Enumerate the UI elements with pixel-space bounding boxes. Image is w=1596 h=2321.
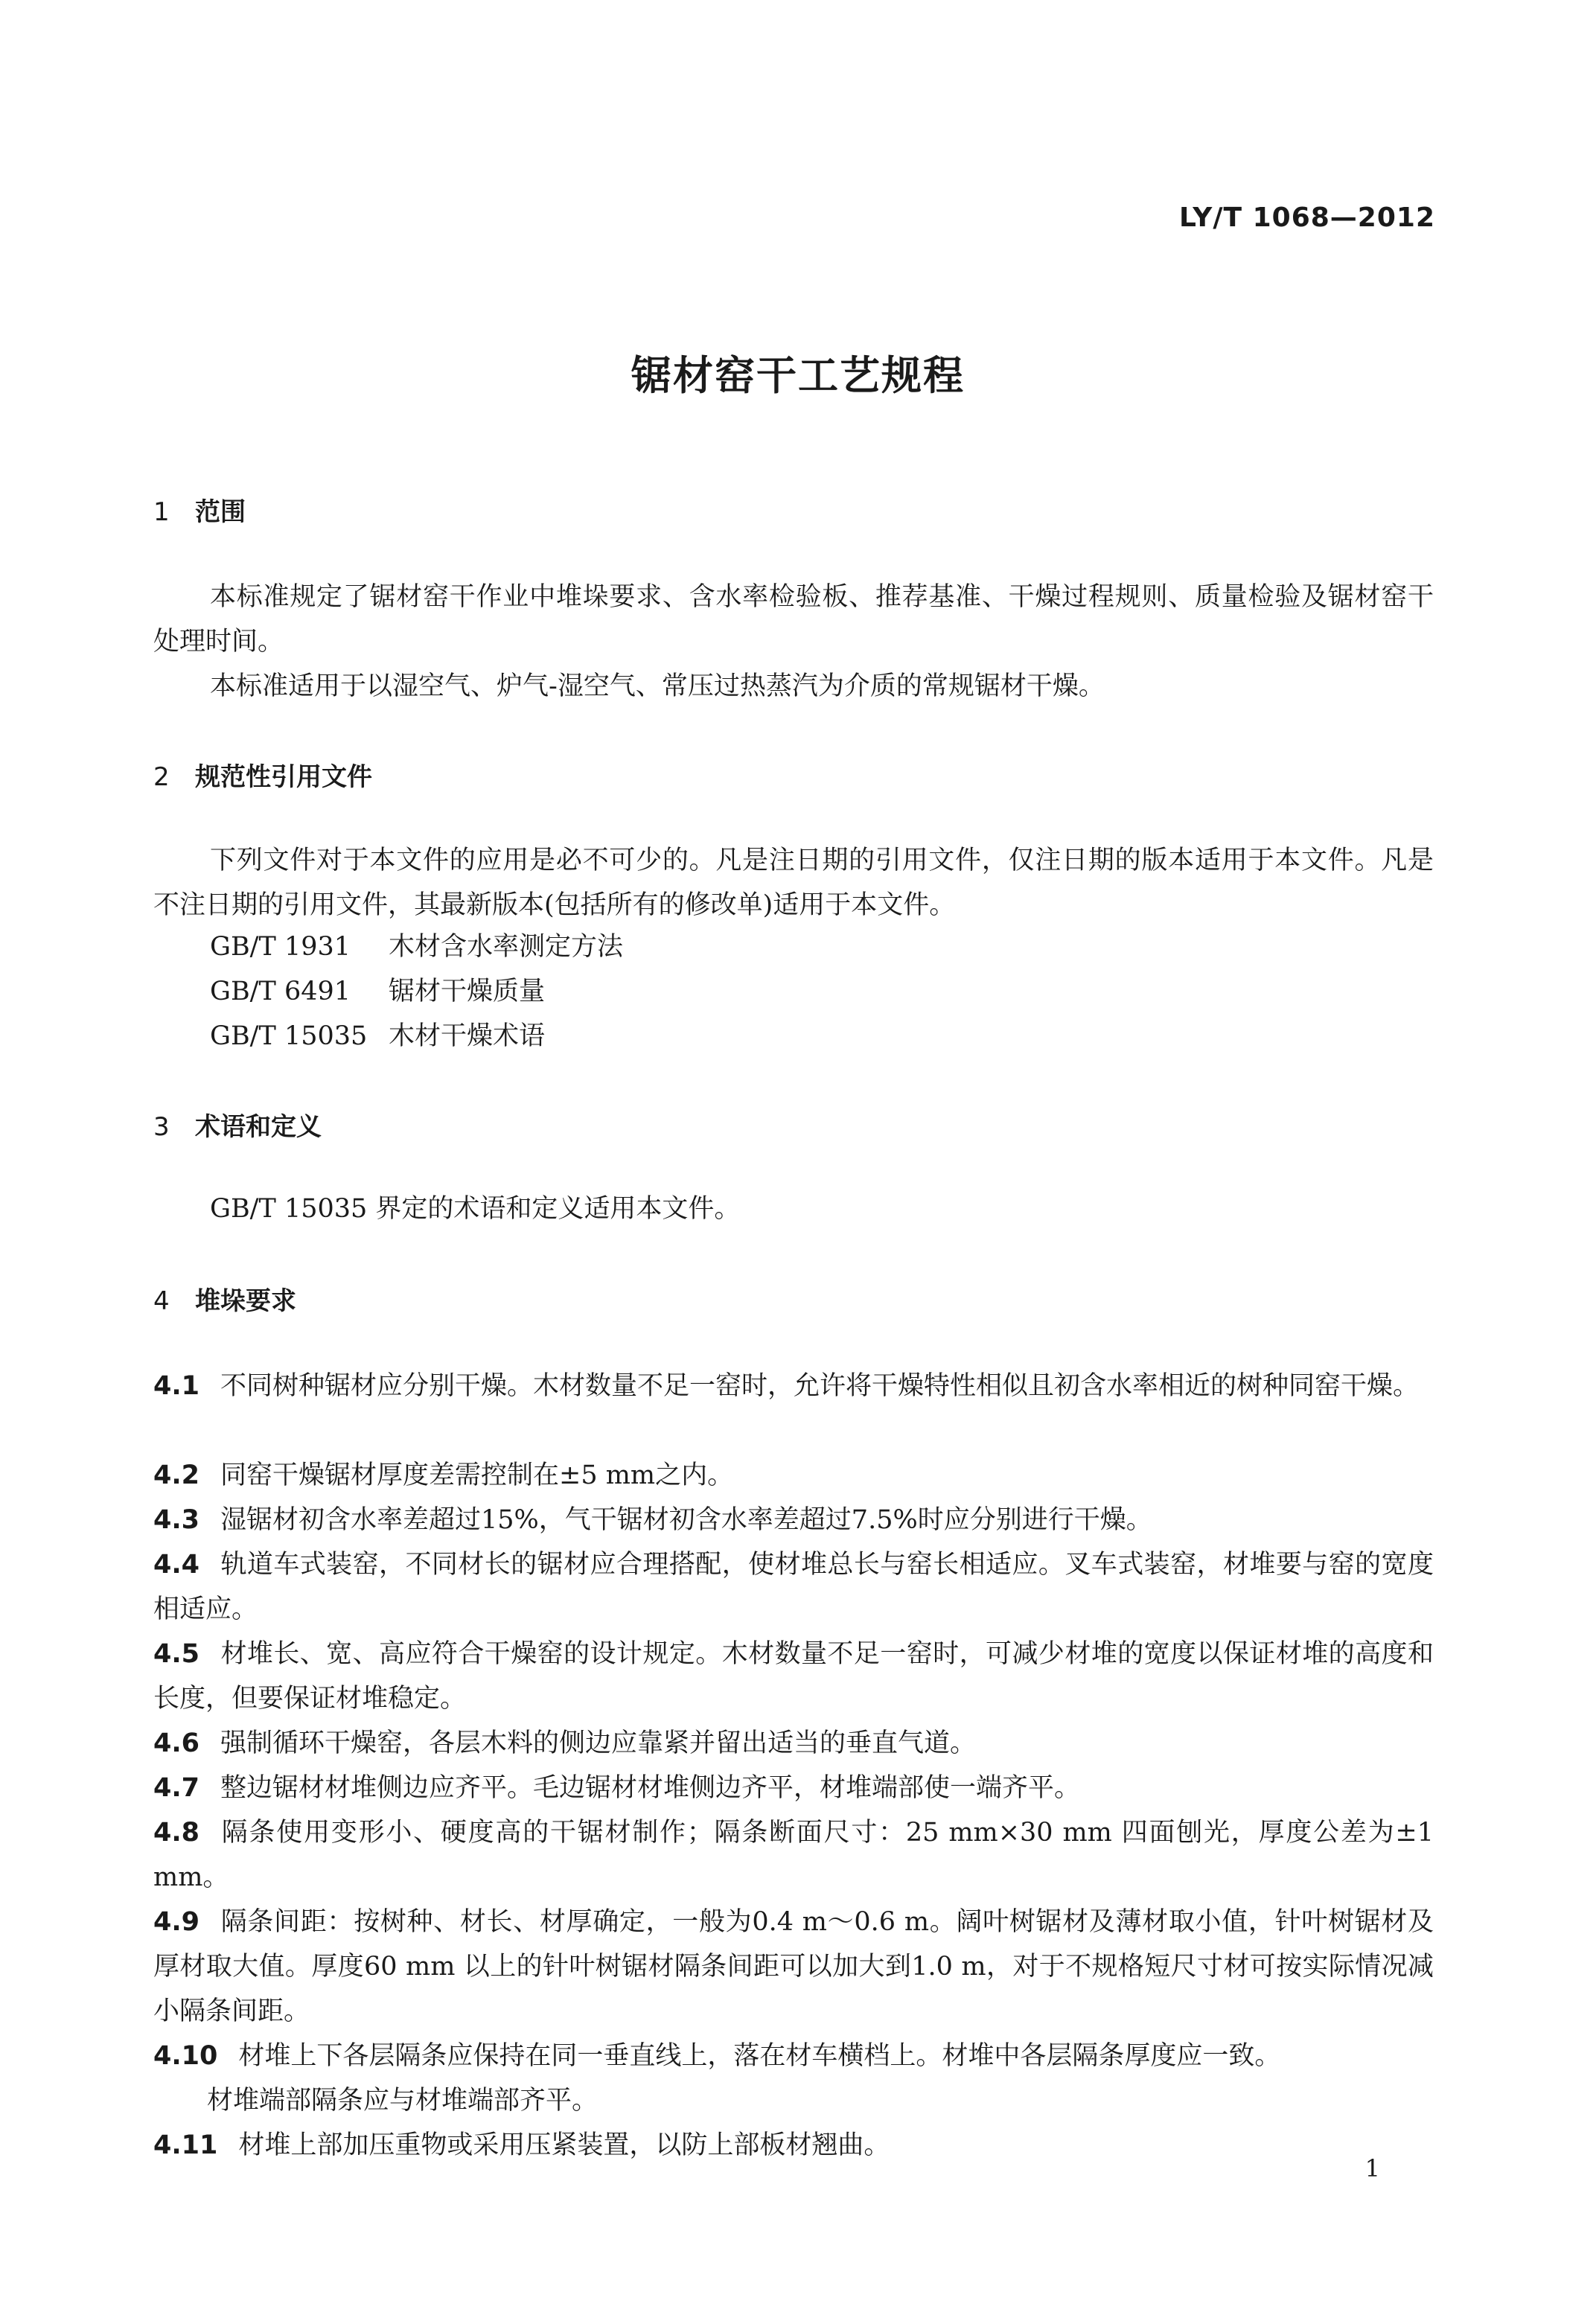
clause-4-8: [153, 1810, 1434, 1900]
document-title: 锯材窑干工艺规程: [631, 352, 965, 399]
reference-name: 木材干燥术语: [389, 1021, 546, 1051]
paragraph: 本标准适用于以湿空气、炉气-湿空气、常压过热蒸汽为介质的常规锯材干燥。: [210, 671, 1105, 701]
clause-4-2: [153, 1453, 1434, 1498]
section-title: 术语和定义: [195, 1112, 322, 1142]
clause-number: 4.11: [153, 2130, 218, 2160]
clause-text: 整边锯材材堆侧边应齐平。毛边锯材材堆侧边齐平，材堆端部使一端齐平。: [220, 1773, 1081, 1803]
clause-number: 4.10: [153, 2041, 218, 2071]
clause-text: 材堆上部加压重物或采用压紧装置，以防上部板材翘曲。: [238, 2130, 890, 2160]
clause-text: 隔条间距：按树种、材长、材厚确定，一般为0.4 m～0.6 m。阔叶树锯材及薄材取小值，针叶树锯材及厚材取大值。厚度60 mm 以上的针叶树锯材隔条间距可以加大到1.0 m，对于不规格短尺寸材可按实际情况减小隔条间距。: [153, 1907, 1434, 2026]
clause-4-10-continuation: 材堆端部隔条应与材堆端部齐平。: [207, 2086, 598, 2116]
section-title: 规范性引用文件: [195, 762, 372, 792]
clause-4-1: [153, 1364, 1434, 1408]
clause-text: 材堆上下各层隔条应保持在同一垂直线上，落在材车横档上。材堆中各层隔条厚度应一致。: [238, 2041, 1281, 2071]
clause-4-3: [153, 1498, 1434, 1542]
paragraph: GB/T 15035 界定的术语和定义适用本文件。: [210, 1194, 741, 1224]
section-number: 3: [153, 1112, 170, 1142]
clause-text: 不同树种锯材应分别干燥。木材数量不足一窑时，允许将干燥特性相似且初含水率相近的树种同窑干燥。: [220, 1371, 1420, 1401]
reference-item: [210, 925, 623, 969]
clause-text: 强制循环干燥窑，各层木料的侧边应靠紧并留出适当的垂直气道。: [220, 1728, 977, 1758]
section-heading-normative-references: [153, 756, 372, 793]
clause-4-11: [153, 2123, 1434, 2168]
section-number: 1: [153, 497, 170, 527]
standard-code: LY/T 1068—2012: [1178, 202, 1435, 233]
clause-text: 同窑干燥锯材厚度差需控制在±5 mm之内。: [220, 1460, 734, 1490]
clause-4-9: [153, 1900, 1434, 2034]
clause-number: 4.1: [153, 1371, 200, 1401]
clause-text: 材堆长、宽、高应符合干燥窑的设计规定。木材数量不足一窑时，可减少材堆的宽度以保证材堆的高度和长度，但要保证材堆稳定。: [153, 1639, 1434, 1714]
paragraph: 下列文件对于本文件的应用是必不可少的。凡是注日期的引用文件，仅注日期的版本适用于本文件。凡是不注日期的引用文件，其最新版本(包括所有的修改单)适用于本文件。: [153, 846, 1434, 920]
section-number: 4: [153, 1286, 170, 1316]
reference-name: 木材含水率测定方法: [389, 932, 624, 962]
clause-4-10: [153, 2034, 1434, 2078]
reference-item: [210, 969, 545, 1014]
clause-text: 湿锯材初含水率差超过15%，气干锯材初含水率差超过7.5%时应分别进行干燥。: [220, 1505, 1152, 1535]
clause-4-6: [153, 1721, 1434, 1766]
reference-code: GB/T 15035: [210, 1021, 368, 1051]
section-title: 范围: [195, 497, 246, 527]
reference-item: [210, 1014, 545, 1059]
page-number: 1: [1364, 2154, 1380, 2183]
clause-number: 4.4: [153, 1550, 200, 1580]
clause-number: 4.9: [153, 1907, 200, 1937]
reference-name: 锯材干燥质量: [389, 977, 546, 1006]
clause-4-4: [153, 1542, 1434, 1632]
clause-number: 4.5: [153, 1639, 200, 1669]
reference-code: GB/T 6491: [210, 977, 351, 1006]
section-title: 堆垛要求: [195, 1286, 296, 1316]
section-heading-stacking: [153, 1280, 296, 1317]
section-heading-scope: [153, 491, 246, 528]
clause-number: 4.7: [153, 1773, 200, 1803]
reference-code: GB/T 1931: [210, 932, 351, 962]
clause-number: 4.6: [153, 1728, 200, 1758]
section-heading-terms: [153, 1106, 322, 1143]
clause-text: 隔条使用变形小、硬度高的干锯材制作；隔条断面尺寸：25 mm×30 mm 四面刨光，厚度公差为±1 mm。: [153, 1818, 1434, 1892]
clause-number: 4.8: [153, 1818, 200, 1848]
section-number: 2: [153, 762, 170, 792]
clause-text: 轨道车式装窑，不同材长的锯材应合理搭配，使材堆总长与窑长相适应。叉车式装窑，材堆要与窑的宽度相适应。: [153, 1550, 1434, 1624]
clause-number: 4.2: [153, 1460, 200, 1490]
clause-number: 4.3: [153, 1505, 200, 1535]
paragraph: 本标准规定了锯材窑干作业中堆垛要求、含水率检验板、推荐基准、干燥过程规则、质量检验及锯材窑干处理时间。: [153, 582, 1434, 657]
clause-4-7: [153, 1766, 1434, 1810]
clause-4-5: [153, 1632, 1434, 1721]
